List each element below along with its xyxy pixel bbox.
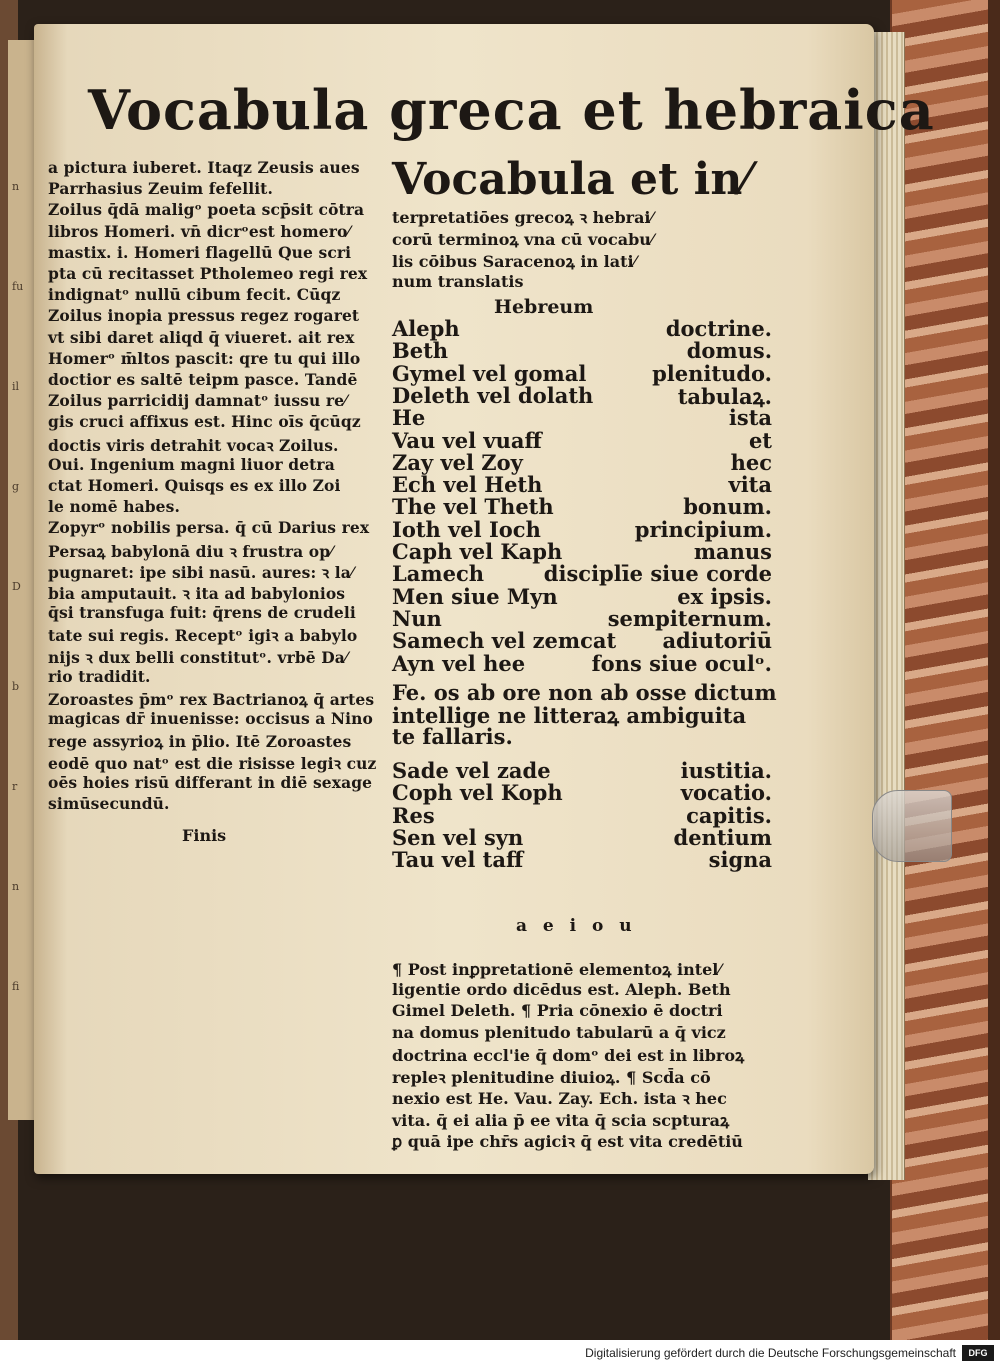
glossary-term: Coph vel Koph bbox=[392, 780, 563, 806]
left-column-line: nijs ꝛ dux belli constitutᵒ. vrbē Da⁄ bbox=[48, 647, 348, 667]
commentary-line: doctrina eccl'ie q̄ domᵒ dei est in libroꝝ bbox=[392, 1046, 745, 1065]
glossary-meaning: disciplīe siue corde bbox=[543, 561, 772, 587]
commentary-line: nexio est He. Vau. Zay. Ech. ista ꝛ hec bbox=[392, 1089, 727, 1108]
commentary-line: ¶ Post inꝑpretationē elementoꝝ intel⁄ bbox=[392, 960, 722, 979]
glossary-meaning: doctrine. bbox=[665, 316, 772, 341]
left-margin-fragment: g bbox=[12, 480, 20, 493]
finis-label: Finis bbox=[182, 826, 227, 845]
glossary-term: Men siue Myn bbox=[392, 583, 558, 609]
glossary-term: Zay vel Zoy bbox=[392, 449, 523, 475]
glossary-meaning: vocatio. bbox=[680, 780, 772, 806]
left-margin-fragment: D bbox=[12, 580, 21, 593]
glossary-term: Caph vel Kaph bbox=[392, 539, 563, 564]
left-column-line: q̄si transfuga fuit: q̄rens de crudeli bbox=[48, 603, 356, 623]
cover-spine bbox=[988, 0, 1000, 1340]
fe-note-line: intellige ne litteraꝝ ambiguita bbox=[392, 703, 747, 728]
glossary-meaning: vita bbox=[728, 472, 772, 498]
left-margin-fragment: b bbox=[12, 680, 20, 693]
intro-line: num translatis bbox=[392, 272, 524, 291]
left-column-line: eodē quo natᵒ est die risisse legiꝛ cuz bbox=[48, 753, 377, 773]
glossary-term: Gymel vel gomal bbox=[392, 360, 587, 386]
fe-note-line: Fe. os ab ore non ab osse dictum bbox=[392, 680, 777, 705]
glossary-meaning: dentium bbox=[673, 824, 772, 850]
left-column-line: le nomē habes. bbox=[48, 497, 180, 517]
glossary-meaning: manus bbox=[693, 539, 772, 564]
subheading-hebreum: Hebreum bbox=[494, 296, 594, 318]
glossary-meaning: bonum. bbox=[683, 494, 772, 520]
glossary-term: Samech vel zemcat bbox=[392, 628, 617, 654]
left-column-line: pta cū recitasset Ptholemeo regi rex bbox=[48, 264, 368, 283]
glossary-term: Aleph bbox=[392, 316, 460, 341]
intro-line: lis cōibus Saracenoꝝ in lati⁄ bbox=[392, 252, 637, 271]
glossary-term: Deleth vel dolath bbox=[392, 382, 594, 408]
left-column-line: oēs hoies risū differant in diē sexage bbox=[48, 772, 373, 792]
left-column-line: doctior es saltē teipm pasce. Tandē bbox=[48, 370, 358, 389]
left-column-line: tate sui regis. Receptᵒ igiꝛ a babylo bbox=[48, 626, 358, 646]
left-column-line: pugnaret: ipe sibi nasū. aures: ꝛ la⁄ bbox=[48, 562, 354, 582]
left-column-line: Oui. Ingenium magni liuor detra bbox=[48, 454, 335, 474]
left-column-line: a pictura iuberet. Itaqz Zeusis aues bbox=[48, 158, 360, 177]
dfg-logo: DFG bbox=[962, 1345, 994, 1361]
glossary-meaning: domus. bbox=[686, 338, 772, 364]
left-column-line: gis cruci affixus est. Hinc oīs q̄cūqz bbox=[48, 412, 361, 432]
section-heading: Vocabula et in⁄ bbox=[392, 154, 750, 205]
glossary-meaning: ista bbox=[728, 405, 772, 431]
left-margin-fragment: fi bbox=[12, 980, 20, 993]
page-title: Vocabula greca et hebraica bbox=[88, 78, 935, 142]
glossary-term: Lamech bbox=[392, 561, 485, 587]
glossary-term: The vel Theth bbox=[392, 494, 554, 520]
commentary-line: ligentie ordo dicēdus est. Aleph. Beth bbox=[392, 979, 731, 999]
glossary-meaning: fons siue oculᵒ. bbox=[591, 650, 772, 676]
left-column-line: Zoilus parricidij damnatᵒ iussu re⁄ bbox=[48, 391, 347, 411]
footer-text: Digitalisierung gefördert durch die Deutsche Forschungsgemeinschaft bbox=[585, 1346, 956, 1360]
glossary-term: Ioth vel Ioch bbox=[392, 516, 541, 542]
glossary-term: Ayn vel hee bbox=[392, 650, 526, 676]
left-column-line: Parrhasius Zeuim fefellit. bbox=[48, 179, 273, 199]
glossary-meaning: et bbox=[748, 427, 772, 453]
commentary-line: na domus plenitudo tabularū a q̄ vicz bbox=[392, 1022, 726, 1042]
left-margin-fragment: n bbox=[12, 180, 20, 193]
left-column-line: Zoroastes p̄mᵒ rex Bactrianoꝝ q̄ artes bbox=[48, 690, 375, 709]
left-column-line: doctis viris detrahit vocaꝛ Zoilus. bbox=[48, 435, 339, 455]
left-column-line: rio tradidit. bbox=[48, 666, 151, 686]
commentary-line: ꝑ quā ipe chr̄s agiciꝛ q̄ est vita credētiū bbox=[392, 1132, 743, 1151]
left-column-line: rege assyrioꝝ in p̄lio. Itē Zoroastes bbox=[48, 732, 352, 752]
glossary-meaning: signa bbox=[708, 847, 772, 873]
glossary-meaning: tabulaꝝ. bbox=[677, 383, 772, 409]
glossary-meaning: principium. bbox=[634, 516, 772, 542]
left-margin-fragment: il bbox=[12, 380, 20, 393]
page-clip bbox=[872, 790, 952, 862]
glossary-term: Nun bbox=[392, 605, 442, 631]
left-column-line: vt sibi daret aliqd q̄ viueret. ait rex bbox=[48, 327, 355, 347]
glossary-term: Beth bbox=[392, 338, 449, 364]
glossary-term: Ech vel Heth bbox=[392, 472, 543, 498]
left-column-line: Persaꝝ babylonā diu ꝛ frustra op⁄ bbox=[48, 541, 333, 561]
footer-bar bbox=[0, 1340, 1000, 1367]
glossary-meaning: adiutoriū bbox=[662, 628, 772, 654]
left-column-line: Zoilus q̄dā maligᵒ poeta scp̄sit cōtra bbox=[48, 200, 365, 220]
glossary-term: Sade vel zade bbox=[392, 758, 551, 783]
left-column-line: indignatᵒ nullū cibum fecit. Cūqz bbox=[48, 285, 341, 305]
left-margin-fragment: r bbox=[12, 780, 18, 793]
commentary-line: repleꝛ plenitudine diuioꝝ. ¶ Scd̄a cō bbox=[392, 1067, 711, 1087]
glossary-meaning: iustitia. bbox=[680, 758, 772, 783]
marbled-cover bbox=[890, 0, 1000, 1340]
intro-line: terpretatiōes grecoꝝ ꝛ hebrai⁄ bbox=[392, 208, 654, 227]
glossary-term: Tau vel taff bbox=[392, 847, 524, 873]
left-margin-fragment: fu bbox=[12, 280, 24, 293]
glossary-term: Res bbox=[392, 802, 435, 828]
intro-line: corū terminoꝝ vna cū vocabu⁄ bbox=[392, 230, 654, 249]
commentary-line: Gimel Deleth. ¶ Pria cōnexio ē doctri bbox=[392, 1001, 723, 1020]
left-column-line: Zopyrᵒ nobilis persa. q̄ cū Darius rex bbox=[48, 518, 370, 538]
glossary-term: Vau vel vuaff bbox=[392, 427, 542, 453]
vowels-line: a e i o u bbox=[516, 916, 637, 936]
left-column-line: mastix. i. Homeri flagellū Que scri bbox=[48, 242, 352, 262]
commentary-line: vita. q̄ ei alia p̄ ee vita q̄ scia scpturaꝝ bbox=[392, 1110, 730, 1130]
glossary-meaning: ex ipsis. bbox=[677, 583, 772, 609]
left-column-line: bia amputauit. ꝛ ita ad babylonios bbox=[48, 584, 346, 603]
glossary-term: Sen vel syn bbox=[392, 824, 524, 850]
left-column-line: ctat Homeri. Quisqs es ex illo Zoi bbox=[48, 476, 341, 495]
glossary-meaning: plenitudo. bbox=[652, 360, 772, 386]
left-margin-fragment: n bbox=[12, 880, 20, 893]
left-column-line: Homerᵒ m̄ltos pascit: qre tu qui illo bbox=[48, 348, 361, 368]
glossary-term: He bbox=[392, 405, 426, 431]
glossary-meaning: hec bbox=[730, 449, 772, 475]
left-column-line: magicas dr̄ inuenisse: occisus a Nino bbox=[48, 709, 373, 729]
glossary-meaning: sempiternum. bbox=[607, 605, 772, 631]
fe-note-line: te fallaris. bbox=[392, 724, 513, 749]
glossary-meaning: capitis. bbox=[686, 802, 772, 828]
left-column-line: simūsecundū. bbox=[48, 794, 170, 813]
left-column-line: Zoilus inopia pressus regez rogaret bbox=[48, 306, 360, 326]
left-column-line: libros Homeri. vn̄ dicrᵒest homero⁄ bbox=[48, 221, 351, 241]
